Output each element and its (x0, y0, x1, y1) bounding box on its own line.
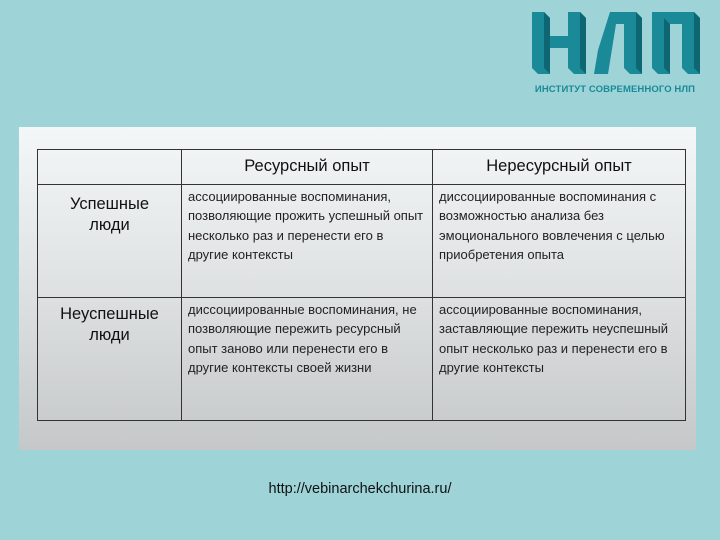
footer-url-link[interactable]: http://vebinarchekchurina.ru/ (268, 481, 452, 497)
logo-caption: ИНСТИТУТ СОВРЕМЕННОГО НЛП (534, 84, 696, 95)
table-row (38, 298, 686, 421)
table-cell: ассоциированные воспоминания, заставляющие пережить неуспешный опыт несколько раз и перенести его в другие контексты (433, 298, 686, 421)
comparison-table (37, 149, 686, 421)
institute-logo (524, 10, 706, 100)
column-header-nonresource: Нересурсный опыт (433, 150, 686, 185)
table-cell: диссоциированные воспоминания с возможностью анализа без эмоционального вовлечения с целью приобретения опыта (433, 185, 686, 298)
nlp-logo-icon (528, 10, 702, 76)
table-corner-cell (38, 150, 182, 185)
table-cell: ассоциированные воспоминания, позволяющие прожить успешный опыт несколько раз и перенести его в другие контексты (182, 185, 433, 298)
table-header-row (38, 150, 686, 185)
column-header-resource: Ресурсный опыт (182, 150, 433, 185)
table-row (38, 185, 686, 298)
row-header-unsuccessful: Неуспешные люди (38, 298, 182, 421)
row-header-successful: Успешные люди (38, 185, 182, 298)
table-cell: диссоциированные воспоминания, не позволяющие пережить ресурсный опыт заново или перенести его в другие контексты своей жизни (182, 298, 433, 421)
